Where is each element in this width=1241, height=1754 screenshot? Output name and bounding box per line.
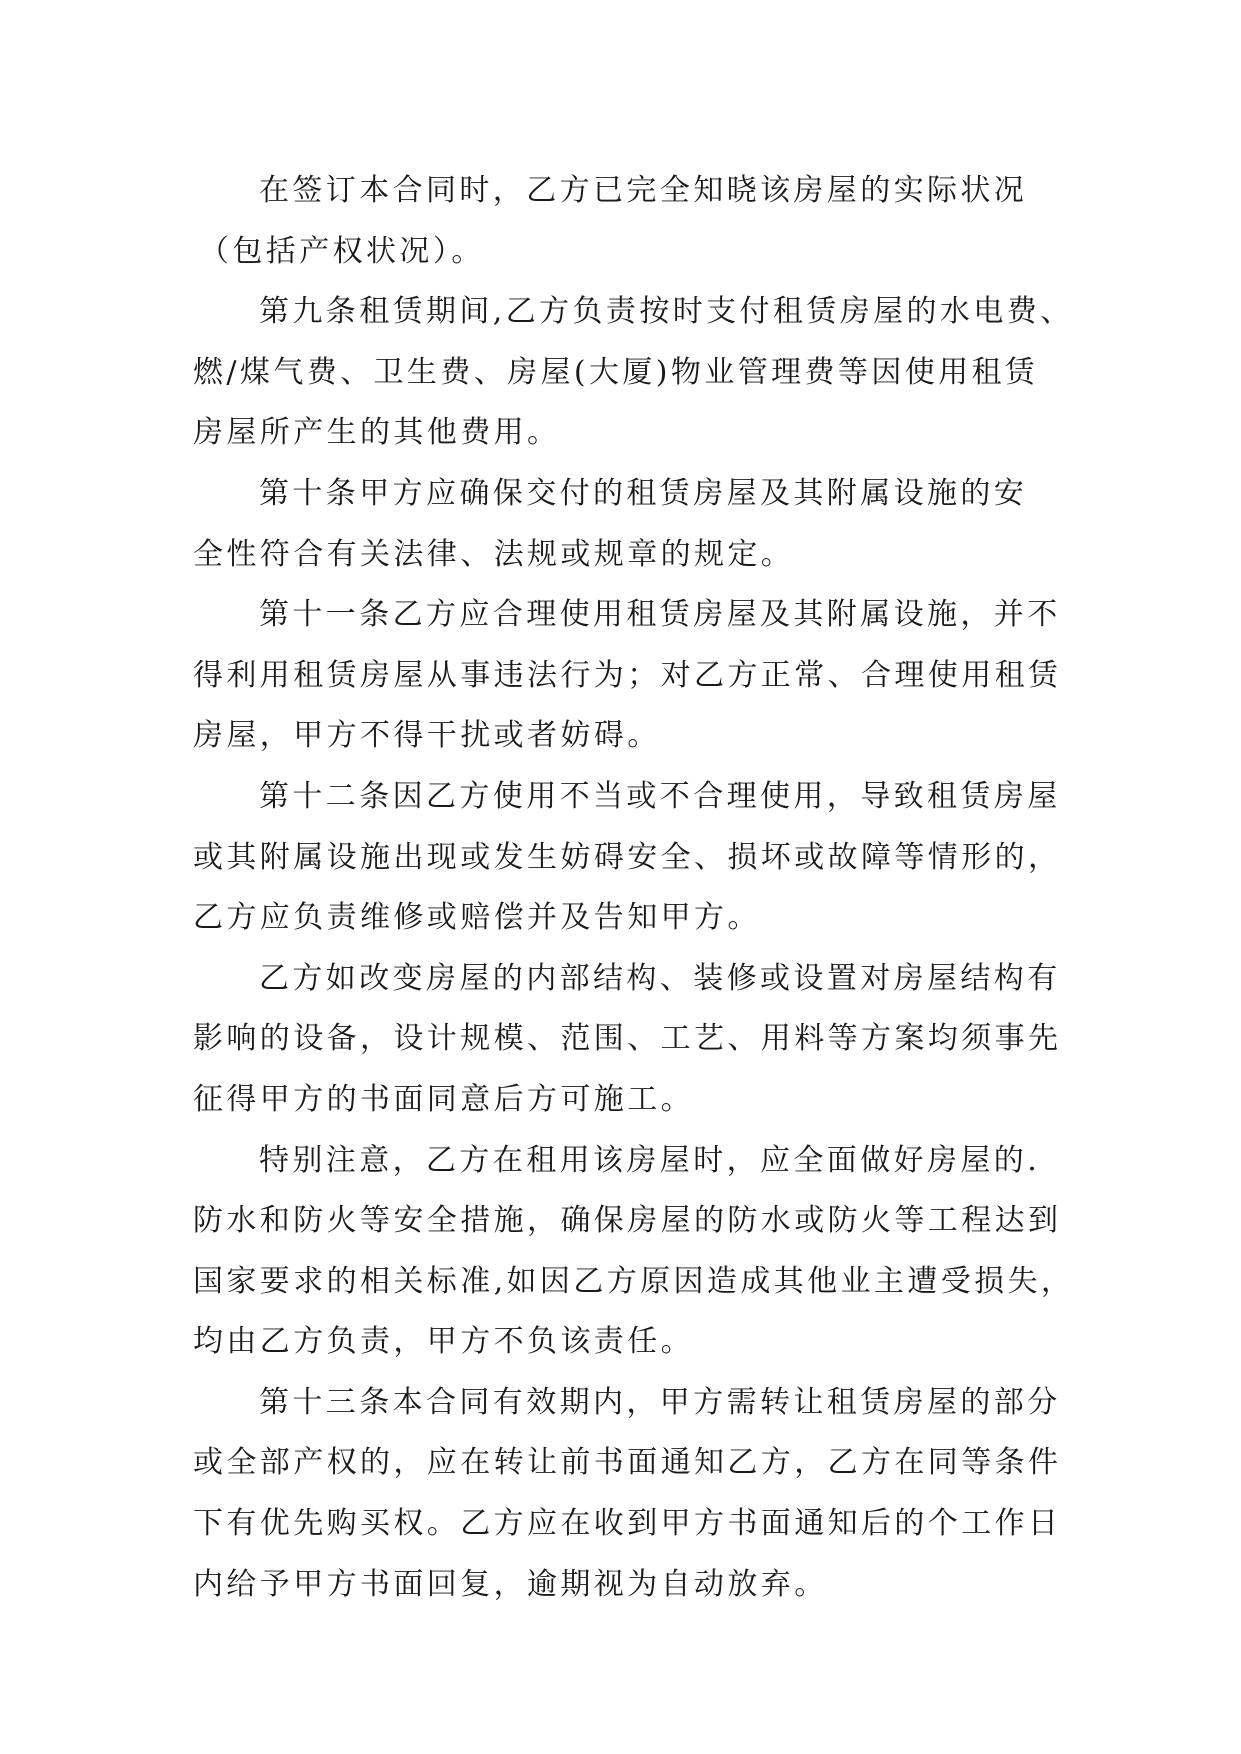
- text-line: 第九条租赁期间,乙方负责按时支付租赁房屋的水电费、: [259, 294, 1074, 330]
- text-line: 第十二条因乙方使用不当或不合理使用，导致租赁房屋: [259, 778, 1061, 814]
- text-line: 第十一条乙方应合理使用租赁房屋及其附属设施，并不: [259, 597, 1061, 633]
- text-line: 国家要求的相关标准,如因乙方原因造成其他业主遭受损失，: [193, 1263, 1075, 1299]
- paragraph-article-9: [193, 282, 1073, 464]
- text-line: 防水和防火等安全措施，确保房屋的防水或防火等工程达到: [193, 1203, 1062, 1239]
- text-line: 影响的设备，设计规模、范围、工艺、用料等方案均须事先: [193, 1021, 1062, 1057]
- text-line: 内给予甲方书面回复，逾期视为自动放弃。: [193, 1566, 828, 1602]
- text-line: 乙方如改变房屋的内部结构、装修或设置对房屋结构有: [259, 960, 1061, 996]
- paragraph-special-notice: [193, 1131, 1073, 1373]
- text-line: 或其附属设施出现或发生妨碍安全、损坏或故障等情形的，: [193, 839, 1062, 875]
- text-line: 第十条甲方应确保交付的租赁房屋及其附属设施的安: [259, 475, 1028, 511]
- text-line: 乙方应负责维修或赔偿并及告知甲方。: [193, 900, 761, 936]
- paragraph-renovation: [193, 949, 1073, 1131]
- text-line: 或全部产权的，应在转让前书面通知乙方，乙方在同等条件: [193, 1445, 1062, 1481]
- text-line: 房屋，甲方不得干扰或者妨碍。: [193, 718, 661, 754]
- text-line: 特别注意，乙方在租用该房屋时，应全面做好房屋的.: [259, 1142, 1041, 1178]
- paragraph-article-10: [193, 464, 1073, 585]
- text-line: 燃/煤气费、卫生费、房屋(大厦)物业管理费等因使用租赁: [193, 354, 1039, 390]
- text-line: （包括产权状况）。: [199, 233, 485, 269]
- text-line: 均由乙方负责，甲方不负该责任。: [193, 1324, 694, 1360]
- text-line: 征得甲方的书面同意后方可施工。: [193, 1081, 694, 1117]
- text-line: 全性符合有关法律、法规或规章的规定。: [193, 536, 795, 572]
- paragraph-property-status: [193, 161, 1073, 282]
- paragraph-article-11: [193, 585, 1073, 767]
- text-line: 在签订本合同时，乙方已完全知晓该房屋的实际状况: [259, 173, 1028, 208]
- text-line: 第十三条本合同有效期内，甲方需转让租赁房屋的部分: [259, 1384, 1061, 1420]
- paragraph-article-13: [193, 1373, 1073, 1615]
- paragraph-article-12: [193, 767, 1073, 949]
- text-line: 得利用租赁房屋从事违法行为；对乙方正常、合理使用租赁: [193, 657, 1062, 693]
- contract-text: [193, 161, 1073, 1615]
- text-line: 房屋所产生的其他费用。: [193, 415, 561, 451]
- text-line: 下有优先购买权。乙方应在收到甲方书面通知后的个工作日: [193, 1506, 1062, 1542]
